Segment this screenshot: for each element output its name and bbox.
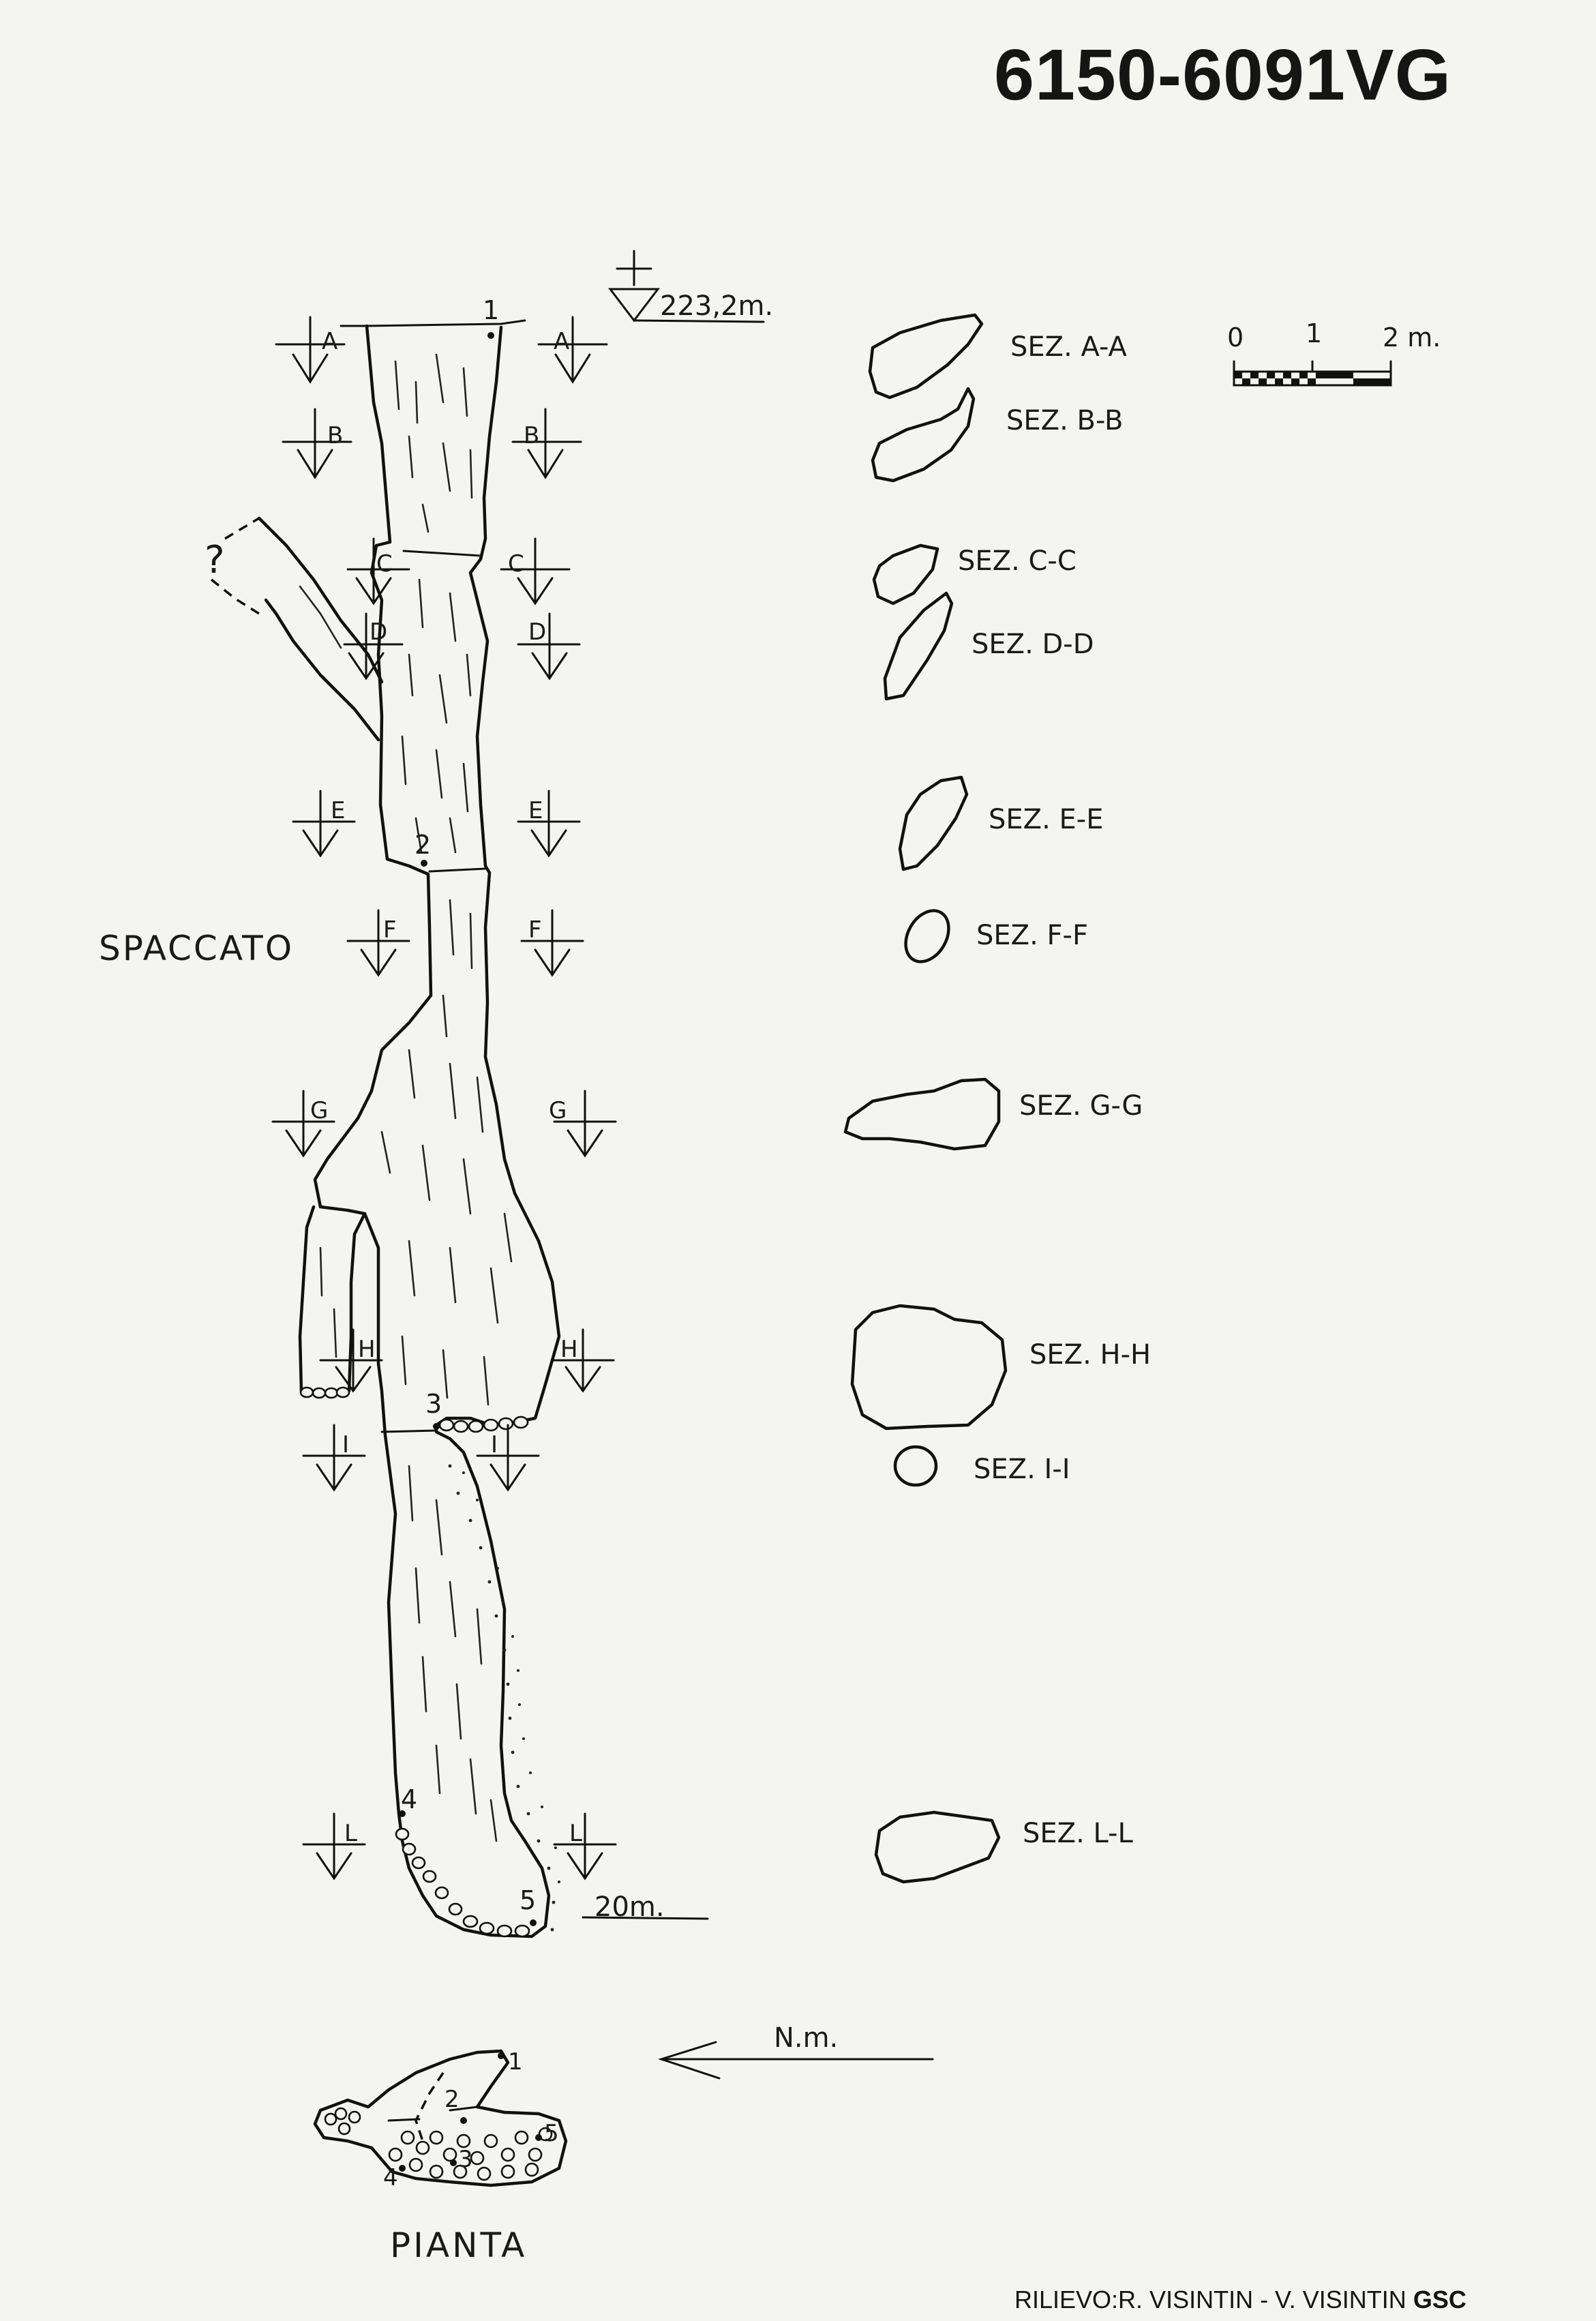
section-h-shape xyxy=(852,1306,1006,1428)
section-g-shape xyxy=(845,1079,999,1149)
mark-c-left: C xyxy=(376,550,393,578)
mark-c-right: C xyxy=(508,550,524,578)
mark-h-left: H xyxy=(358,1336,376,1363)
profile-view-title: SPACCATO xyxy=(99,929,295,968)
section-e-shape xyxy=(900,777,967,869)
cave-plan xyxy=(315,2051,566,2185)
north-label: N.m. xyxy=(774,2022,839,2054)
section-i-label: SEZ. I-I xyxy=(974,1454,1070,1485)
entrance-altitude: 223,2m. xyxy=(660,290,774,322)
station-label-4: 4 xyxy=(401,1784,418,1814)
scale-bar xyxy=(1234,361,1391,385)
mark-a-right: A xyxy=(554,328,570,355)
station-label-3: 3 xyxy=(425,1389,442,1419)
plan-station-2: 2 xyxy=(445,2086,460,2113)
section-d-shape xyxy=(885,593,952,699)
survey-credits xyxy=(1014,2286,1466,2314)
sheet-title: 6150-6091VG xyxy=(994,35,1452,115)
plan-station-1: 1 xyxy=(508,2048,523,2076)
unknown-continuation-marker: ? xyxy=(205,538,225,582)
depth-label: 20m. xyxy=(594,1891,665,1923)
section-l-label: SEZ. L-L xyxy=(1023,1818,1133,1849)
credits-text: RILIEVO:R. VISINTIN - V. VISINTIN xyxy=(1014,2286,1406,2313)
section-c-shape xyxy=(874,545,937,603)
station-1-dot xyxy=(487,332,494,339)
plan-station-4: 4 xyxy=(383,2164,398,2191)
step-line xyxy=(382,1431,436,1432)
scale-tick-1: 1 xyxy=(1306,318,1323,348)
station-label-5: 5 xyxy=(520,1885,537,1915)
mark-e-left: E xyxy=(331,797,346,824)
mark-l-left: L xyxy=(344,1820,357,1847)
section-a-shape xyxy=(870,315,982,398)
scale-tick-0: 0 xyxy=(1227,323,1244,353)
section-c-label: SEZ. C-C xyxy=(958,545,1076,577)
section-g-label: SEZ. G-G xyxy=(1019,1090,1143,1122)
section-h-label: SEZ. H-H xyxy=(1029,1339,1151,1371)
mark-g-left: G xyxy=(310,1097,329,1124)
mark-i-right: I xyxy=(491,1431,498,1458)
section-b-label: SEZ. B-B xyxy=(1006,405,1124,436)
station-5-dot xyxy=(530,1919,537,1926)
mark-a-left: A xyxy=(322,328,338,355)
mark-e-right: E xyxy=(528,797,543,824)
mark-b-left: B xyxy=(327,422,344,449)
step-line xyxy=(430,869,485,871)
station-label-2: 2 xyxy=(415,830,432,860)
section-l-shape xyxy=(876,1812,999,1882)
credits-group: GSC xyxy=(1413,2286,1466,2313)
cross-section-labels xyxy=(958,331,1151,1849)
mark-f-left: F xyxy=(383,916,397,944)
mark-d-left: D xyxy=(370,618,388,646)
section-marker-letters xyxy=(310,328,582,1847)
mark-b-right: B xyxy=(524,422,540,449)
section-e-label: SEZ. E-E xyxy=(989,804,1104,835)
mark-l-right: L xyxy=(569,1820,582,1847)
mark-f-right: F xyxy=(528,916,542,944)
section-f-shape xyxy=(897,903,957,969)
station-label-1: 1 xyxy=(483,295,500,325)
lower-branch xyxy=(300,1207,365,1391)
section-d-label: SEZ. D-D xyxy=(972,629,1094,660)
mark-d-right: D xyxy=(528,618,547,646)
mark-h-right: H xyxy=(560,1336,578,1363)
section-b-shape xyxy=(873,389,974,481)
section-f-label: SEZ. F-F xyxy=(976,920,1088,951)
wall-hatching xyxy=(300,355,511,1841)
section-a-label: SEZ. A-A xyxy=(1010,331,1127,363)
scale-tick-2: 2 m. xyxy=(1383,323,1441,353)
plan-station-5: 5 xyxy=(544,2120,559,2147)
station-2-dot xyxy=(421,860,427,867)
step-line xyxy=(404,551,481,556)
section-i-shape xyxy=(895,1447,936,1485)
mark-i-left: I xyxy=(342,1431,350,1458)
mark-g-right: G xyxy=(549,1097,567,1124)
plan-station-3: 3 xyxy=(458,2146,473,2173)
plan-view-title: PIANTA xyxy=(390,2226,528,2265)
side-passage xyxy=(259,518,382,740)
station-3-dot xyxy=(433,1423,440,1430)
